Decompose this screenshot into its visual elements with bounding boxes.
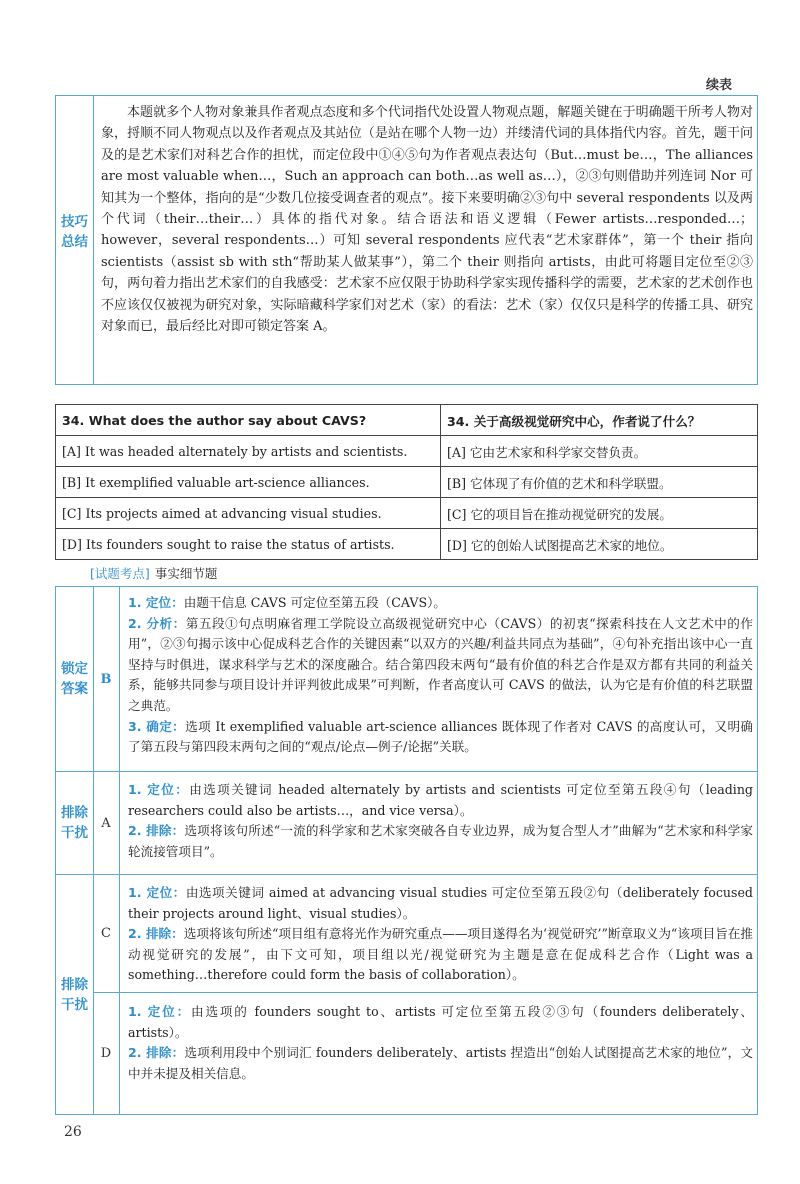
answer-item-1: 1. 定位：由题干信息 CAVS 可定位至第五段（CAVS）。: [128, 595, 446, 610]
answer-item-3: 3. 确定：选项 It exemplified valuable art-science alliances 既体现了作者对 CAVS 的高度认可，又明确了第五段与第四段末两句之间的“观点/论点—例子/论据”关联。: [128, 718, 753, 755]
exclude-a-row: [55, 772, 758, 875]
exclude-c-item-2: 2. 排除：选项将该句所述“项目组有意将光作为研究重点——项目遂得名为‘视觉研究’”断章取义为“该项目旨在推动视觉研究的发展”，由下文可知，项目组以光/视觉研究为主题是意在促成科艺合作（Light was a something…therefore could form the basis of collaboration）。: [128, 926, 753, 983]
exclude-c-option: C: [101, 926, 111, 941]
exclude-cd-row: [55, 875, 758, 1115]
kaodian-text: 事实细节题: [154, 566, 218, 581]
exclude-d-item-1: 1. 定位：由选项的 founders sought to、artists 可定位至第五段②③句（founders deliberately、artists）。: [128, 1004, 753, 1040]
option-c-cn: [C] 它的项目旨在推动视觉研究的发展。: [441, 498, 758, 529]
exclude-c-item-1: 1. 定位：由选项关键词 aimed at advancing visual studies 可定位至第五段②句（deliberately focused their projects around light、visual studies）。: [128, 885, 753, 921]
page-number: 26: [64, 1124, 82, 1140]
question-table: [55, 404, 758, 560]
continued-label: 续表: [706, 78, 733, 93]
exclude-a-item-2: 2. 排除：选项将该句所述“一流的科学家和艺术家突破各自专业边界，成为复合型人才”曲解为“艺术家和科学家轮流接管项目”。: [128, 823, 753, 859]
tips-box: [55, 95, 758, 385]
option-c-en: [C] Its projects aimed at advancing visual studies.: [56, 498, 441, 529]
option-d-en: [D] Its founders sought to raise the status of artists.: [56, 529, 441, 560]
answer-option: B: [100, 671, 112, 687]
question-cn-title: 34. 关于高级视觉研究中心，作者说了什么？: [441, 405, 758, 436]
question-en-title: 34. What does the author say about CAVS?: [56, 405, 441, 436]
option-b-cn: [B] 它体现了有价值的艺术和科学联盟。: [441, 467, 758, 498]
kaodian-tag: [试题考点]: [90, 566, 150, 581]
exclude-a-item-1: 1. 定位：由选项关键词 headed alternately by artists and scientists 可定位至第五段④句（leading researchers could also be artists…，and vice versa）。: [128, 782, 753, 818]
exclude-a-option: A: [101, 815, 111, 831]
kaodian: [90, 563, 217, 582]
tips-label: 技巧 总结: [61, 214, 88, 250]
answer-row: [55, 586, 758, 772]
exclude-cd-label: 排除 干扰: [61, 976, 88, 1013]
option-d-cn: [D] 它的创始人试图提高艺术家的地位。: [441, 529, 758, 560]
option-a-cn: [A] 它由艺术家和科学家交替负责。: [441, 436, 758, 467]
option-b-en: [B] It exemplified valuable art-science alliances.: [56, 467, 441, 498]
exclude-d-item-2: 2. 排除：选项利用段中个别词汇 founders deliberately、artists 捏造出“创始人试图提高艺术家的地位”，文中并未提及相关信息。: [128, 1045, 753, 1081]
answer-item-2: 2. 分析：第五段①句点明麻省理工学院设立高级视觉研究中心（CAVS）的初衷“探索科技在人文艺术中的作用”，②③句揭示该中心促成科艺合作的关键因素“以双方的兴趣/利益共同点为基础”，④句补充指出该中心一直坚持与时俱进，谋求科学与艺术的深度融合。结合第四段末两句“最有价值的科艺合作是双方都有共同的利益关系，能够共同参与项目设计并评判彼此成果”可判断，作者高度认可 CAVS 的做法，认为它是有价值的科艺联盟之典范。: [128, 615, 753, 713]
exclude-d-option: D: [100, 1046, 112, 1061]
exclude-a-label: 排除 干扰: [61, 805, 88, 841]
answer-label: 锁定 答案: [61, 661, 88, 697]
option-a-en: [A] It was headed alternately by artists and scientists.: [56, 436, 441, 467]
tips-text: 本题就多个人物对象兼具作者观点态度和多个代词指代处设置人物观点题，解题关键在于明确题干所考人物对象，捋顺不同人物观点以及作者观点及其站位（是站在哪个人物一边）并缕清代词的具体指代内容。首先，题干问及的是艺术家们对科艺合作的担忧，而定位段中①④⑤句为作者观点表达句（But…must be…，The alliances are most valuable when…，Such an approach can both…as well as…），②③句则借助并列连词 Nor 可知其为一个整体，指向的是“少数几位接受调查者的观点”。接下来要明确②③句中 several respondents 以及两个代词（their…their…）具体的指代对象。结合语法和语义逻辑（Fewer artists…responded…；however，several respondents…）可知 several respondents 应代表“艺术家群体”，第一个 their 指向 scientists（assist sb with sth“帮助某人做某事”），第二个 their 则指向 artists，由此可将题目定位至②③句，两句着力指出艺术家们的自我感受：艺术家不应仅限于协助科学家实现传播科学的需要，艺术家的艺术创作也不应该仅仅被视为研究对象，实际暗藏科学家们对艺术（家）的看法：艺术（家）仅仅只是科学的传播工具、研究对象而已，最后经比对即可锁定答案 A。: [101, 105, 753, 335]
